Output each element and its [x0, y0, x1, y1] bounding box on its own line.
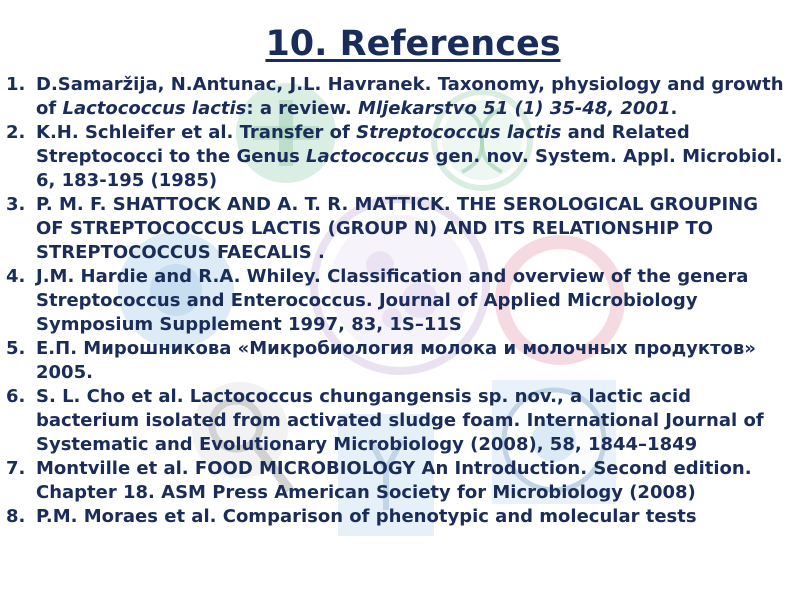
reference-text: [36, 506, 697, 527]
reference-number: 6.: [6, 386, 26, 407]
reference-item: [0, 193, 790, 265]
reference-item: [0, 457, 790, 505]
reference-segment: S. L. Cho et al. Lactococcus chungangensis sp. nov., a lactic acid bacterium isolated from activated sludge foam. International Journal of Systematic and Evolutionary Microbiology (2008), 58, 1844–1849: [36, 386, 764, 455]
reference-text: [36, 194, 758, 263]
reference-italic-segment: Mljekarstvo 51 (1) 35-48, 2001: [358, 98, 671, 119]
reference-text: [36, 386, 764, 455]
reference-item: [0, 73, 790, 121]
reference-item: [0, 265, 790, 337]
reference-italic-segment: Lactococcus lactis: [62, 98, 247, 119]
reference-text: [36, 458, 752, 503]
reference-text: [36, 338, 756, 383]
reference-text: [36, 122, 783, 191]
reference-number: 8.: [6, 506, 26, 527]
reference-segment: D.Samaržija, N.Antunac, J.L. Havranek. Taxonomy, physiology and growth of: [36, 74, 784, 119]
reference-text: [36, 74, 784, 119]
reference-italic-segment: Streptococcus lactis: [356, 122, 562, 143]
reference-italic-segment: Lactococcus: [306, 146, 430, 167]
reference-item: [0, 505, 790, 529]
references-list: [0, 73, 790, 529]
reference-segment: and Related Streptococci to the Genus: [36, 122, 690, 167]
reference-number: 4.: [6, 266, 26, 287]
reference-segment: Montville et al. FOOD MICROBIOLOGY An Introduction. Second edition. Chapter 18. ASM Press American Society for Microbiology (2008): [36, 458, 752, 503]
reference-text: [36, 266, 748, 335]
reference-item: [0, 121, 790, 193]
reference-segment: K.H. Schleifer et al. Transfer of: [36, 122, 357, 143]
reference-number: 5.: [6, 338, 26, 359]
reference-segment: P. M. F. SHATTOCK AND A. T. R. MATTICK. THE SEROLOGICAL GROUPING OF STREPTOCOCCUS LACTIS (GROUP N) AND ITS RELATIONSHIP TO STREPTOCOCCUS FAECALIS .: [36, 194, 759, 263]
page-title: 10. References: [265, 24, 561, 64]
reference-segment: J.M. Hardie and R.A. Whiley. Classification and overview of the genera Streptococcus and Enterococcus. Journal of Applied Microbiology Symposium Supplement 1997, 83, 1S–11S: [36, 266, 749, 335]
reference-segment: gen. nov. System. Appl. Microbiol. 6, 183-195 (1985): [36, 146, 783, 191]
reference-number: 1.: [6, 74, 26, 95]
reference-segment: .: [670, 98, 678, 119]
reference-segment: : a review.: [246, 98, 359, 119]
reference-number: 2.: [6, 122, 26, 143]
reference-item: [0, 337, 790, 385]
reference-number: 7.: [6, 458, 26, 479]
reference-number: 3.: [6, 194, 26, 215]
reference-item: [0, 385, 790, 457]
reference-segment: Е.П. Мирошникова «Микробиология молока и молочных продуктов» 2005.: [36, 338, 756, 383]
reference-segment: P.M. Moraes et al. Comparison of phenotypic and molecular tests: [36, 506, 697, 527]
